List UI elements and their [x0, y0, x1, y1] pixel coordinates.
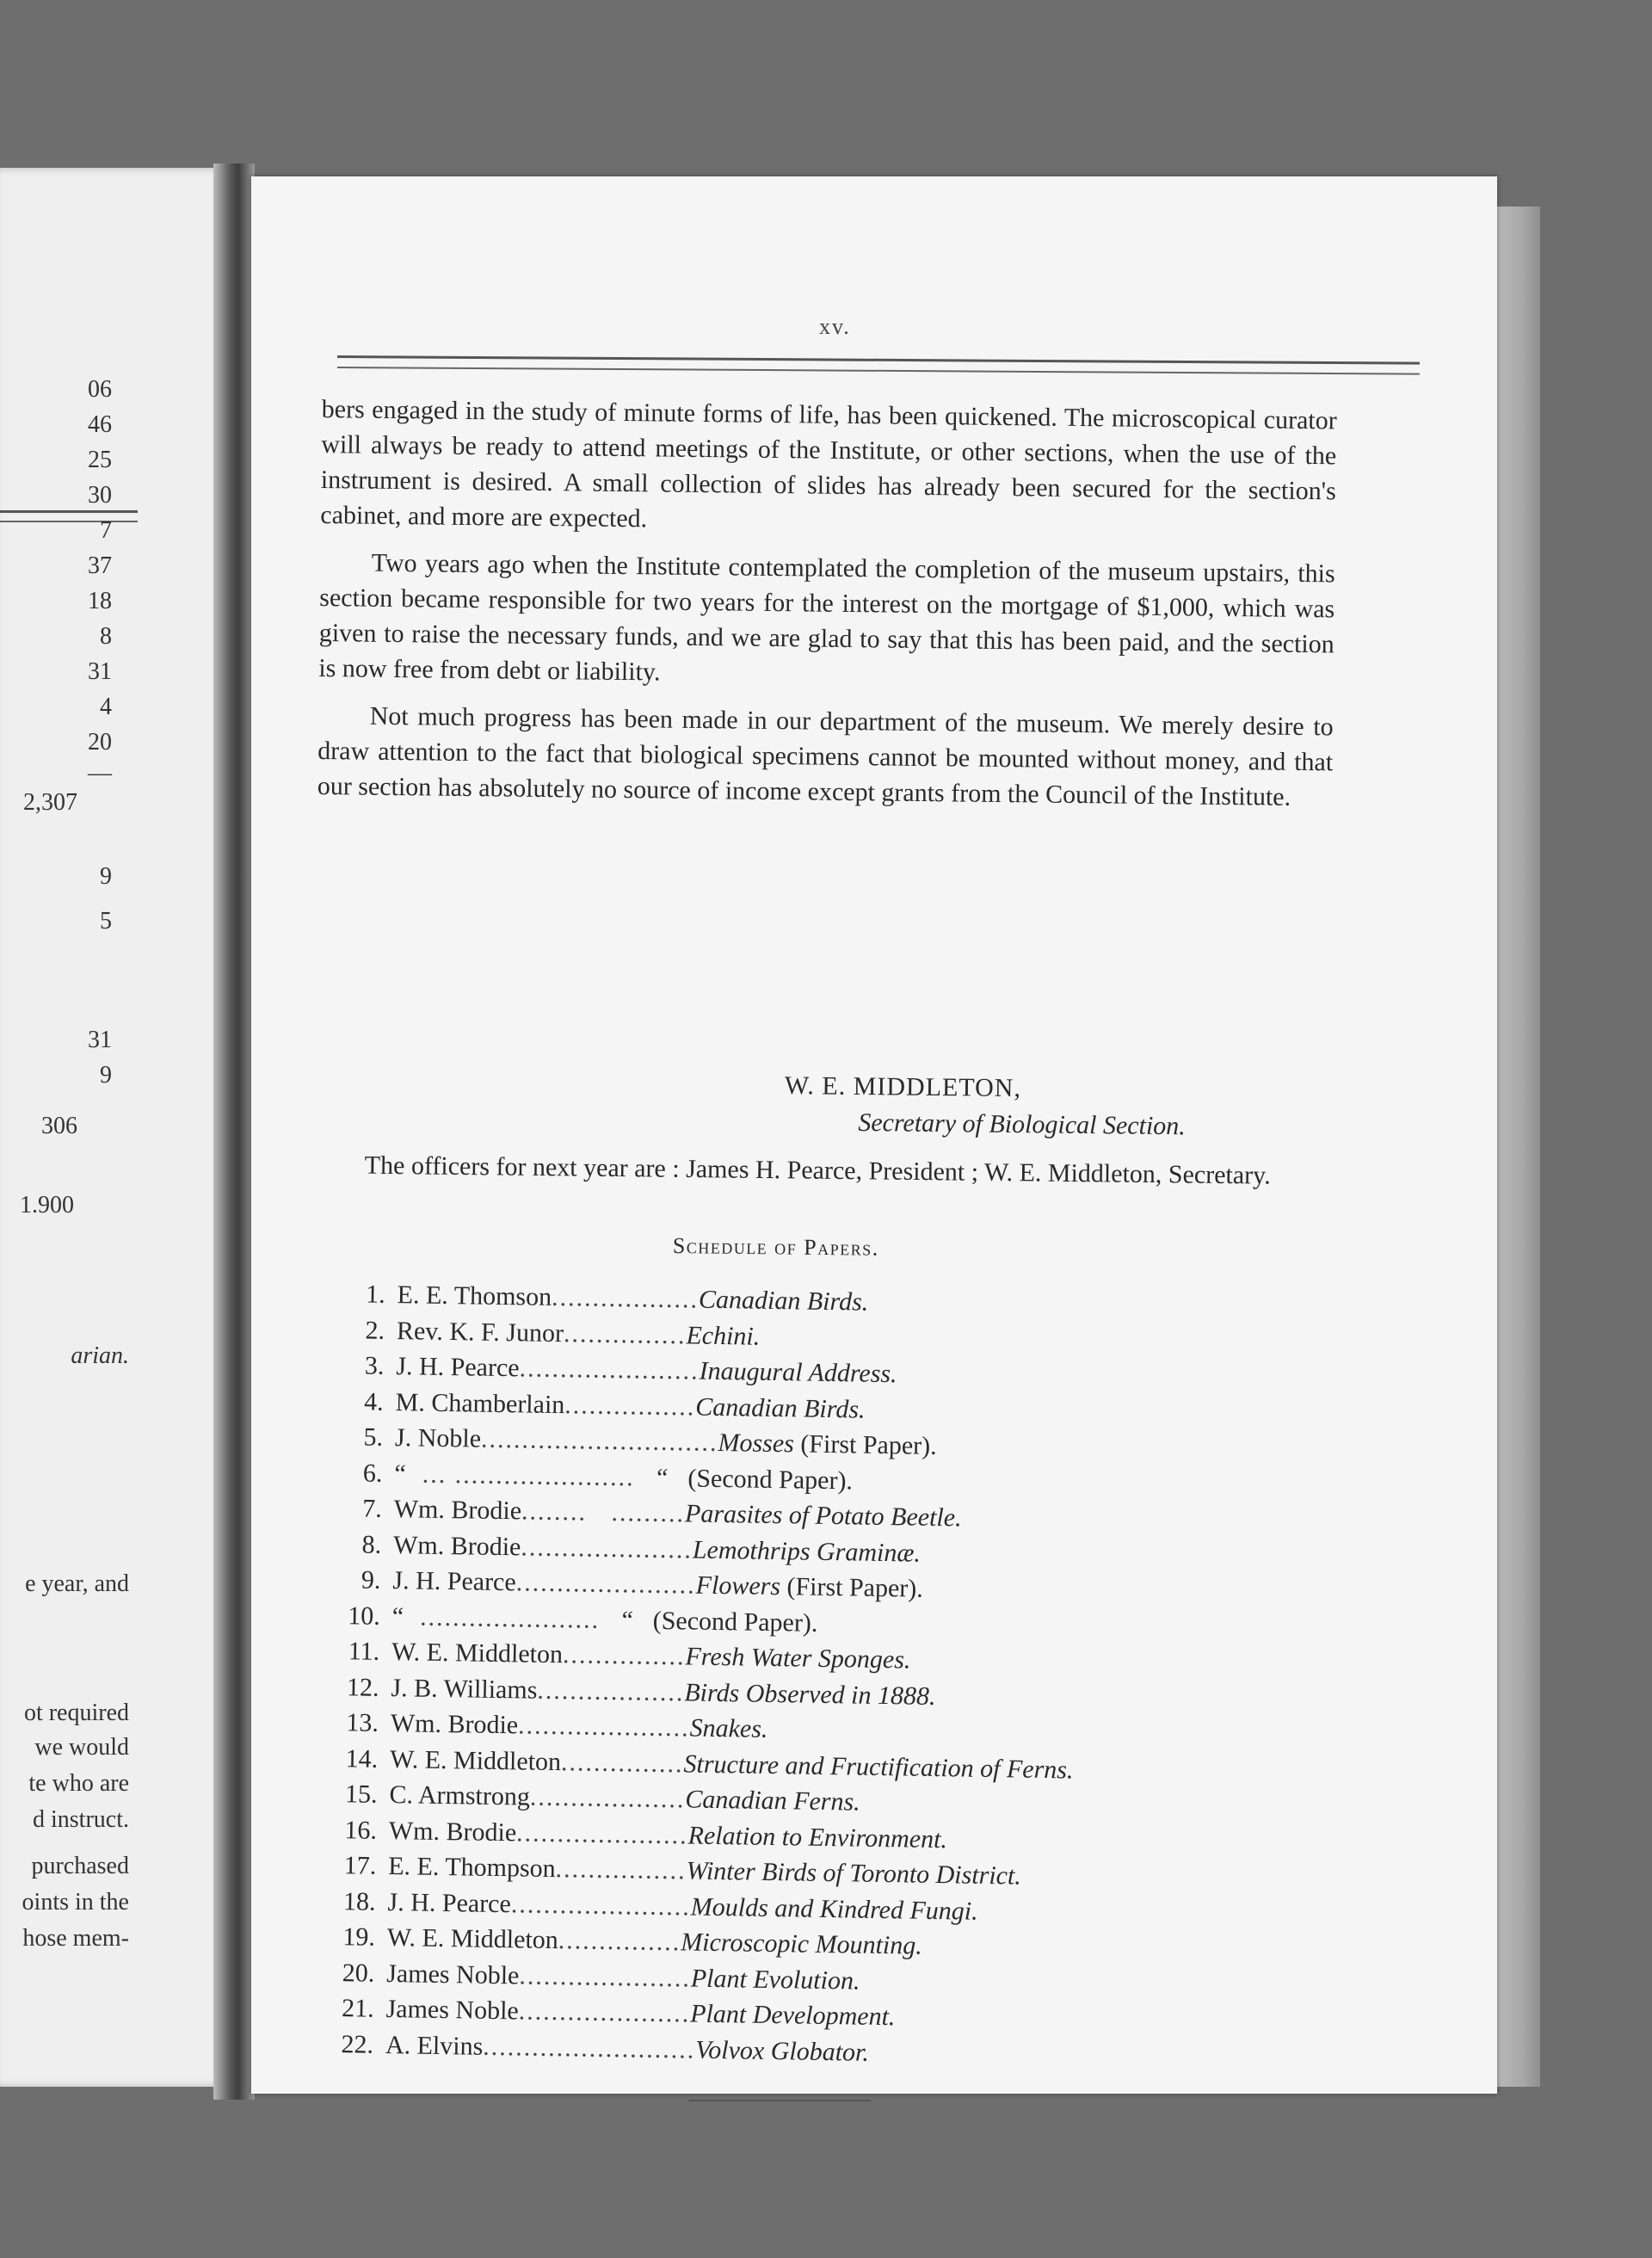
- schedule-item-leader: ......................: [510, 1889, 692, 1922]
- schedule-item-author: Wm. Brodie: [388, 1816, 517, 1847]
- previous-page-total: 2,307: [23, 789, 77, 816]
- schedule-item-leader: ................: [564, 1390, 696, 1422]
- schedule-item-author: W. E. Middleton: [391, 1638, 564, 1669]
- schedule-item-number: 17.: [343, 1851, 377, 1880]
- schedule-item-author: “: [394, 1459, 406, 1488]
- schedule-item-author: Wm. Brodie: [393, 1495, 522, 1526]
- schedule-item-author: E. E. Thompson: [387, 1852, 556, 1884]
- previous-page-text: oints in the: [22, 1889, 129, 1916]
- previous-page-number: 30: [88, 482, 112, 509]
- schedule-item-author: C. Armstrong: [389, 1780, 531, 1811]
- schedule-item-number: 11.: [348, 1637, 380, 1666]
- signature-name: W. E. MIDDLETON,: [784, 1071, 1022, 1103]
- schedule-item-author: J. B. Williams: [391, 1673, 538, 1705]
- schedule-item-leader: ..................: [551, 1282, 700, 1314]
- schedule-item-number: 6.: [362, 1459, 383, 1488]
- previous-page-number: 18: [88, 588, 112, 614]
- schedule-item-number: 14.: [345, 1743, 379, 1774]
- paragraph: Not much progress has been made in our department of the museum. We merely desire to draw attention to the fact that biological specimens cannot be mounted without money, and that our section has absolutely no source of income except grants from the Council of the Institute.: [317, 701, 1334, 811]
- previous-page-number: 9: [100, 1062, 112, 1089]
- schedule-item-leader: ...............: [562, 1640, 686, 1671]
- previous-page-text: hose mem-: [22, 1925, 129, 1952]
- previous-page-text: we would: [34, 1734, 129, 1761]
- previous-page-rule: [0, 510, 138, 522]
- previous-page-number: 7: [100, 517, 112, 544]
- schedule-of-papers: [325, 1276, 1267, 2076]
- schedule-item-title: “: [599, 1605, 634, 1634]
- schedule-item-title: Structure and Fructification of Ferns.: [683, 1749, 1074, 1785]
- schedule-item-title: Volvox Globator.: [695, 2035, 870, 2067]
- schedule-item-title: Canadian Birds.: [698, 1285, 869, 1317]
- body-text: [317, 392, 1337, 827]
- officers-text: The officers for next year are : James H. Pearce, President ; W. E. Middleton, Secretary.: [364, 1151, 1271, 1190]
- schedule-item-number: 8.: [361, 1529, 382, 1559]
- schedule-item-leader: ...................: [529, 1782, 686, 1814]
- previous-page-number: —: [88, 760, 112, 787]
- previous-page-total: 306: [41, 1113, 77, 1139]
- signature-title: Secretary of Biological Section.: [858, 1107, 1186, 1141]
- schedule-item-title: Echini.: [686, 1320, 761, 1351]
- schedule-item-author: Wm. Brodie: [392, 1530, 521, 1561]
- schedule-item-title: Microscopic Mounting.: [681, 1928, 923, 1960]
- previous-page-number: 25: [88, 447, 112, 473]
- schedule-item-number: 2.: [365, 1316, 385, 1345]
- previous-page-text: te who are: [28, 1770, 129, 1797]
- previous-page-number: 8: [100, 623, 112, 650]
- schedule-item-title: Snakes.: [689, 1713, 768, 1743]
- schedule-item-title: Canadian Birds.: [695, 1392, 866, 1424]
- previous-page-text: e year, and: [25, 1570, 129, 1597]
- schedule-item-number: 10.: [348, 1601, 381, 1631]
- schedule-item-leader: ........ .........: [521, 1496, 686, 1528]
- schedule-item-title: Winter Birds of Toronto District.: [686, 1856, 1022, 1891]
- schedule-item-author: A. Elvins: [385, 2030, 484, 2061]
- previous-page-number: 9: [100, 863, 112, 890]
- previous-page-text: arian.: [71, 1342, 129, 1369]
- schedule-item-number: 5.: [363, 1422, 384, 1452]
- schedule-item-leader: ......................: [515, 1568, 696, 1600]
- schedule-item-number: 9.: [361, 1565, 381, 1595]
- book-gutter: [213, 163, 255, 2100]
- schedule-item-leader: ... ......................: [405, 1459, 635, 1491]
- schedule-item-author: J. H. Pearce: [392, 1566, 516, 1597]
- schedule-item-number: 4.: [363, 1387, 384, 1416]
- paragraph: Two years ago when the Institute contemplated the completion of the museum upstairs, this section became responsible for two years for the interest on the mortgage of $1,000, which was given to raise the necessary funds, and we are glad to say that this has been paid, and the section is now free from debt or liability.: [318, 548, 1335, 687]
- schedule-item-title: Birds Observed in 1888.: [684, 1677, 936, 1711]
- schedule-item-number: 1.: [365, 1280, 385, 1309]
- schedule-item-number: 12.: [346, 1672, 379, 1702]
- schedule-item-author: James Noble: [385, 1994, 520, 2026]
- schedule-item-title: Relation to Environment.: [687, 1820, 948, 1854]
- document-page: [251, 176, 1497, 2094]
- previous-page-number: 06: [88, 376, 112, 403]
- previous-page-number: 31: [88, 1027, 112, 1053]
- previous-page-number: 20: [88, 729, 112, 756]
- paragraph: bers engaged in the study of minute forms of life, has been quickened. The microscopical curator will always be ready to attend meetings of the Institute, or other sections, when the use of the instrument is desired. A small collection of slides has already been secured for the section's cabinet, and more are expected.: [320, 394, 1337, 534]
- schedule-item-title: Canadian Ferns.: [685, 1785, 860, 1817]
- schedule-item-title: Fresh Water Sponges.: [685, 1642, 911, 1675]
- schedule-item-author: J. H. Pearce: [387, 1887, 512, 1918]
- previous-page-number: 37: [88, 552, 112, 579]
- schedule-item-number: 18.: [342, 1886, 376, 1916]
- schedule-item-author: W. E. Middleton: [386, 1923, 559, 1955]
- schedule-item-leader: .....................: [515, 1817, 688, 1849]
- schedule-item-leader: .............................: [480, 1424, 718, 1457]
- schedule-item-leader: ...............: [563, 1318, 687, 1349]
- schedule-item-title: Mosses: [718, 1428, 795, 1459]
- schedule-item-author: James Noble: [386, 1959, 520, 1990]
- schedule-item-leader: ................: [555, 1854, 687, 1885]
- schedule-item-leader: ......................: [519, 1354, 700, 1385]
- schedule-item-number: 21.: [341, 1994, 374, 2023]
- schedule-item-note: (Second Paper).: [668, 1463, 854, 1495]
- schedule-item-note: (First Paper).: [780, 1572, 924, 1603]
- schedule-item-title: Inaugural Address.: [699, 1356, 897, 1389]
- previous-page-number: 4: [100, 694, 112, 720]
- schedule-item-number: 3.: [364, 1351, 385, 1380]
- header-rule: [337, 355, 1420, 375]
- signature-block: [784, 1071, 1186, 1141]
- schedule-item-number: 13.: [346, 1708, 379, 1737]
- schedule-item-number: 22.: [341, 2029, 374, 2059]
- schedule-item-leader: ..................: [537, 1675, 685, 1706]
- schedule-item-author: Wm. Brodie: [390, 1709, 519, 1740]
- schedule-item-leader: ...............: [560, 1747, 684, 1778]
- schedule-item-title: Lemothrips Graminæ.: [692, 1535, 922, 1568]
- page-number: xv.: [819, 314, 851, 339]
- schedule-item-number: 16.: [344, 1815, 378, 1845]
- schedule-item-title: Plant Development.: [689, 1999, 896, 2032]
- schedule-item-number: 20.: [342, 1958, 375, 1988]
- schedule-item-title: Plant Evolution.: [690, 1964, 860, 1996]
- schedule-item-author: “: [391, 1601, 404, 1631]
- schedule-item-author: E. E. Thomson: [397, 1280, 552, 1311]
- schedule-item-number: 15.: [344, 1780, 378, 1809]
- previous-page-text: purchased: [31, 1853, 129, 1879]
- schedule-item-title: Flowers: [695, 1570, 781, 1601]
- schedule-item-leader: ..........................: [483, 2032, 696, 2064]
- previous-page-text: ot required: [23, 1700, 129, 1726]
- schedule-item-leader: ......................: [403, 1601, 601, 1634]
- schedule-item-leader: ...............: [558, 1926, 681, 1957]
- schedule-item-author: W. E. Middleton: [389, 1744, 562, 1776]
- schedule-item-number: 7.: [362, 1494, 383, 1523]
- schedule-item-author: J. H. Pearce: [396, 1352, 520, 1383]
- schedule-item-number: 19.: [342, 1922, 376, 1952]
- previous-page-number: 5: [100, 908, 112, 935]
- previous-page-total: 1.900: [20, 1192, 74, 1218]
- officers-paragraph: [313, 1149, 1328, 1193]
- previous-page: [0, 168, 225, 2087]
- schedule-heading: Schedule of Papers.: [672, 1233, 879, 1261]
- schedule-item-author: M. Chamberlain: [395, 1387, 565, 1419]
- schedule-item-title: “: [634, 1462, 669, 1492]
- previous-page-number: 46: [88, 411, 112, 438]
- schedule-item-leader: .....................: [519, 1960, 692, 1993]
- previous-page-number: 31: [88, 658, 112, 685]
- previous-page-text: d instruct.: [33, 1806, 129, 1833]
- schedule-item-title: Parasites of Potato Beetle.: [684, 1499, 962, 1533]
- schedule-item-title: Moulds and Kindred Fungi.: [690, 1892, 978, 1926]
- schedule-item-author: J. Noble: [394, 1423, 482, 1453]
- schedule-item-author: Rev. K. F. Junor: [396, 1316, 564, 1348]
- schedule-item-leader: .....................: [518, 1996, 691, 2028]
- schedule-item-leader: .....................: [521, 1532, 693, 1564]
- closing-rule: [688, 2100, 871, 2101]
- schedule-item-note: (Second Paper).: [633, 1605, 818, 1638]
- schedule-item-leader: .....................: [517, 1711, 690, 1743]
- schedule-item-note: (First Paper).: [793, 1429, 937, 1460]
